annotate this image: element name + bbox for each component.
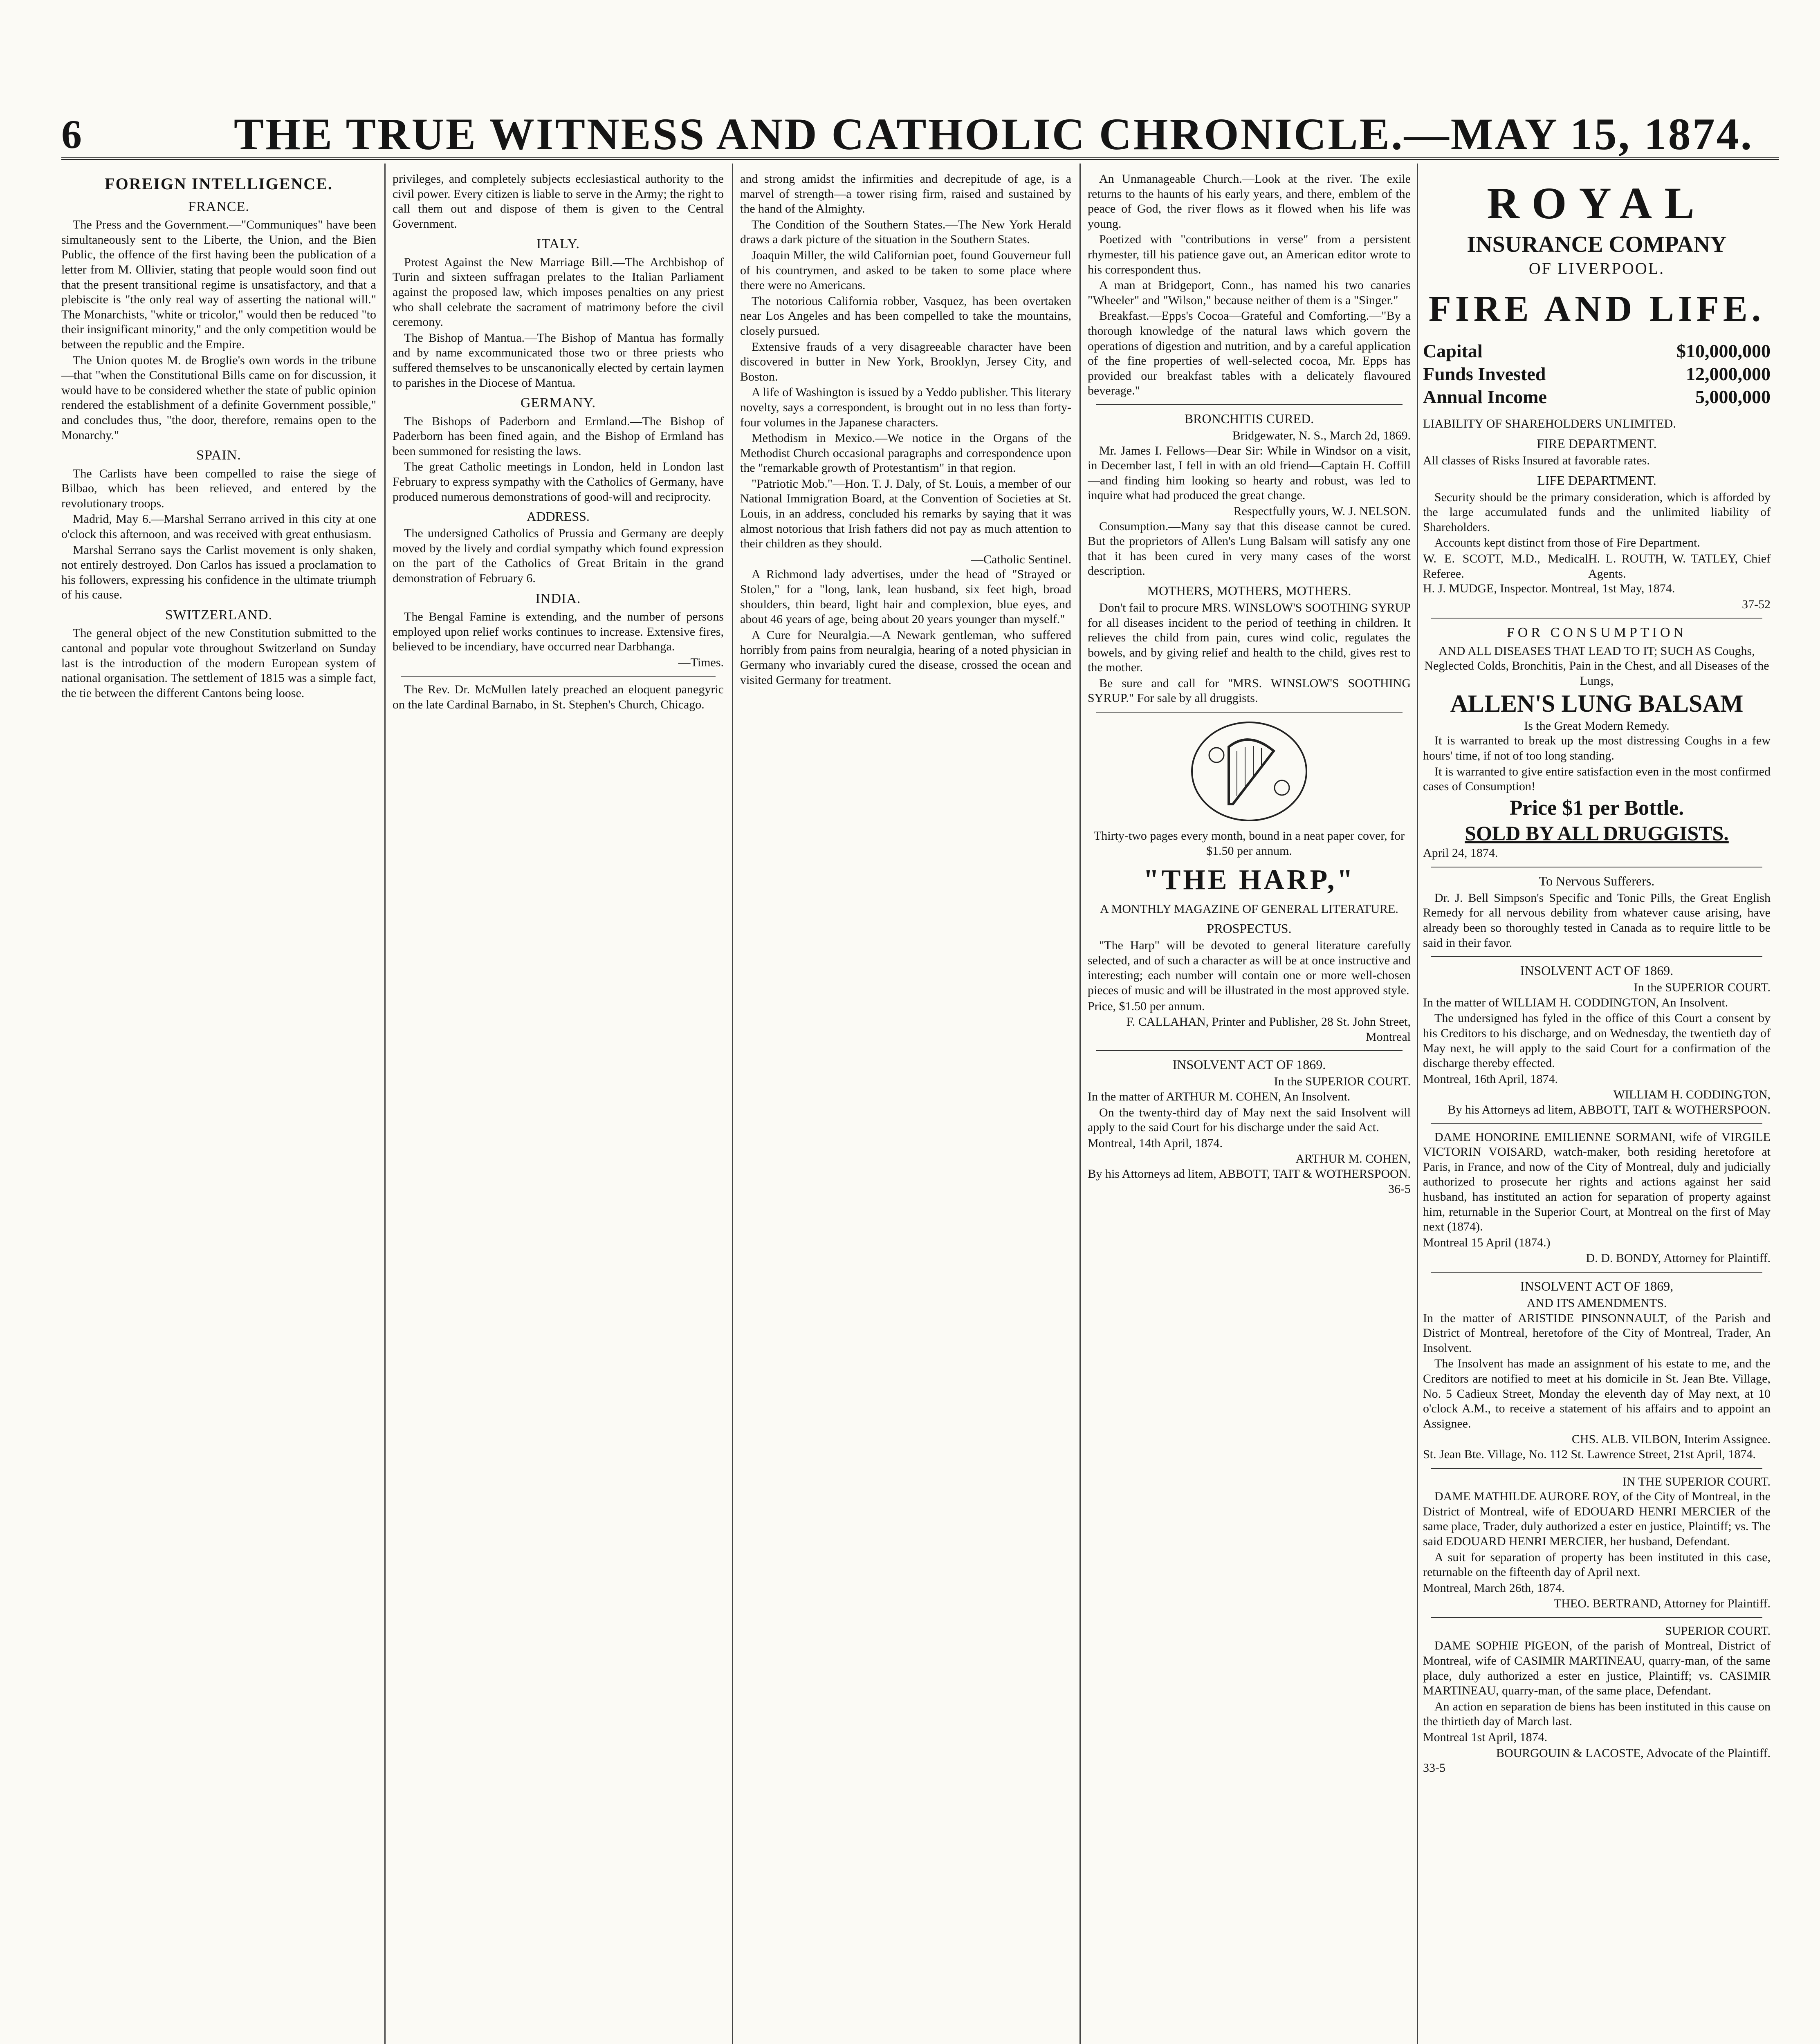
- column-rule: [384, 164, 386, 2044]
- insolvent-heading: INSOLVENT ACT OF 1869.: [1172, 1057, 1326, 1072]
- article-paragraph: A Richmond lady advertises, under the head of "Strayed or Stolen," for a "long, lank, lean husband, six feet high, broad shoulders, thin beard, light hair and complexion, blue eyes, and about 46 years of age, being about 20 years younger than myself.": [740, 567, 1071, 626]
- divider: [1431, 1272, 1762, 1273]
- divider: [1431, 956, 1762, 957]
- court-name: In the SUPERIOR COURT.: [1634, 981, 1771, 995]
- capital-label: Capital: [1423, 341, 1483, 362]
- capital-value: $10,000,000: [1676, 341, 1771, 362]
- divider: [1431, 618, 1762, 619]
- article-paragraph: It is warranted to break up the most distressing Coughs in a few hours' time, if not of too long standing.: [1423, 734, 1771, 763]
- fire-and-life: FIRE AND LIFE.: [1428, 289, 1765, 329]
- insurance-heading: INSURANCE COMPANY: [1467, 232, 1727, 258]
- article-paragraph: The great Catholic meetings in London, held in London last February to express sympathy with the Catholics of Germany, have produced numerous demonstrations of good-will and reciprocity.: [393, 460, 724, 504]
- article-paragraph: The Bishop of Mantua.—The Bishop of Mantua has formally and by name excommunicated those two or three priests who suffered themselves to be unscanonically elected by certain laymen to parishes in the Diocese of Mantua.: [393, 331, 724, 390]
- india-heading: INDIA.: [535, 591, 581, 606]
- court-name: In the SUPERIOR COURT.: [1274, 1075, 1411, 1089]
- harp-title: "THE HARP,": [1143, 864, 1355, 896]
- column-rule: [1417, 164, 1418, 2044]
- article-paragraph: Extensive frauds of a very disagreeable character have been discovered in butter in New York, Brooklyn, Jersey City, and Boston.: [740, 340, 1071, 383]
- divider: [1431, 1617, 1762, 1618]
- article-paragraph: An action en separation de biens has been instituted in this cause on the thirtieth day of March last.: [1423, 1699, 1771, 1728]
- harp-tagline: Thirty-two pages every month, bound in a neat paper cover, for $1.50 per annum.: [1093, 829, 1405, 858]
- article-paragraph: The notorious California robber, Vasquez, has been overtaken near Los Angeles and has been compelled to take the mountains, closely pursued.: [740, 294, 1071, 338]
- article-paragraph: Madrid, May 6.—Marshal Serrano arrived in this city at one o'clock this afternoon, and was received with great enthusiasm.: [61, 512, 376, 541]
- article-paragraph: The Insolvent has made an assignment of his estate to me, and the Creditors are notified to meet at his domicile in St. Jean Bte. Village, No. 5 Cadieux Street, Monday the eleventh day of May next, at 10 o'clock A.M., to receive a statement of his affairs and to appoint an Assignee.: [1423, 1357, 1771, 1430]
- sold-line: SOLD BY ALL DRUGGISTS.: [1465, 822, 1729, 845]
- column-rule: [732, 164, 733, 2044]
- address-heading: ADDRESS.: [527, 509, 590, 524]
- column-three: [740, 172, 1071, 2044]
- royal-heading: ROYAL: [1487, 178, 1707, 228]
- allens-lung-balsam: ALLEN'S LUNG BALSAM: [1450, 690, 1744, 717]
- funds-label: Funds Invested: [1423, 363, 1546, 385]
- article-paragraph: Poetized with "contributions in verse" from a persistent rhymester, till his patience gave out, an American editor wrote to his correspondent thus.: [1088, 233, 1411, 276]
- source-credit: —Times.: [678, 655, 724, 669]
- source-credit: —Catholic Sentinel.: [971, 552, 1071, 566]
- article-paragraph: privileges, and completely subjects ecclesiastical authority to the civil power. Every citizen is liable to serve in the Army; the right to call them out and dispose of them is given to the Central Government.: [393, 172, 724, 231]
- dateline: April 24, 1874.: [1423, 846, 1498, 860]
- article-paragraph: The Condition of the Southern States.—The New York Herald draws a dark picture of the situation in the Southern States.: [740, 217, 1071, 247]
- article-paragraph: All classes of Risks Insured at favorable rates.: [1423, 454, 1650, 468]
- inspector-line: H. J. MUDGE, Inspector. Montreal, 1st May, 1874.: [1423, 582, 1675, 596]
- column-rule: [1079, 164, 1081, 2044]
- reference-number: 33-5: [1423, 1761, 1445, 1775]
- court-name: IN THE SUPERIOR COURT.: [1622, 1475, 1771, 1488]
- funds-row: [1423, 363, 1771, 385]
- divider: [1096, 404, 1403, 405]
- article-paragraph: Security should be the primary consideration, which is afforded by the large accumulated funds and the unlimited liability of Shareholders.: [1423, 490, 1771, 534]
- dateline: Montreal, 14th April, 1874.: [1088, 1136, 1223, 1150]
- article-paragraph: Consumption.—Many say that this disease cannot be cured. But the proprietors of Allen's Lung Balsam will satisfy any one that it has been cured in very many cases of the worst description.: [1088, 519, 1411, 578]
- attorneys: By his Attorneys ad litem, ABBOTT, TAIT & WOTHERSPOON.: [1447, 1103, 1771, 1117]
- article-paragraph: A Cure for Neuralgia.—A Newark gentleman, who suffered horribly from pains from neuralgia, hearing of a noted physician in Germany who invariably cured the disease, crossed the ocean and visited Germany for treatment.: [740, 628, 1071, 687]
- medical-referee: W. E. SCOTT, M.D., Medical Referee.: [1423, 552, 1589, 580]
- article-paragraph: Mr. James I. Fellows—Dear Sir: While in Windsor on a visit, in December last, I fell in with an old friend—Captain H. Coffill—and finding him looking so hearty and robust, was led to inquire what had produced the great change.: [1088, 444, 1411, 502]
- capital-row: [1423, 340, 1771, 363]
- article-paragraph: The Bengal Famine is extending, and the number of persons employed upon relief works continues to increase. Extensive fires, believed to be incendiary, have occurred near Darbhanga.: [393, 610, 724, 654]
- article-paragraph: A life of Washington is issued by a Yeddo publisher. This literary novelty, says a correspondent, is brought out in no less than forty-four volumes in the Japanese characters.: [740, 385, 1071, 429]
- masthead: [61, 108, 1779, 160]
- court-name: SUPERIOR COURT.: [1665, 1624, 1771, 1638]
- allens-sub: Is the Great Modern Remedy.: [1524, 719, 1670, 733]
- reference-number: 37-52: [1742, 597, 1771, 611]
- divider: [1431, 1468, 1762, 1469]
- article-paragraph: Joaquin Miller, the wild Californian poet, found Gouverneur full of his countrymen, and asked to be taken to some place where there were no Americans.: [740, 248, 1071, 292]
- article-paragraph: and strong amidst the infirmities and decrepitude of age, is a marvel of strength—a tower rising firm, raised and sustained by the hand of the Almighty.: [740, 172, 1071, 216]
- divider: [401, 676, 716, 677]
- article-paragraph: An Unmanageable Church.—Look at the river. The exile returns to the haunts of his early years, and there, emblem of the peace of God, the river flows as it flowed when his life was young.: [1088, 172, 1411, 231]
- article-paragraph: A suit for separation of property has been instituted in this case, returnable on the fifteenth day of April next.: [1423, 1550, 1771, 1579]
- mothers-heading: MOTHERS, MOTHERS, MOTHERS.: [1147, 583, 1351, 598]
- page-title: THE TRUE WITNESS AND CATHOLIC CHRONICLE.—MAY 15, 1874.: [233, 109, 1754, 159]
- signature: THEO. BERTRAND, Attorney for Plaintiff.: [1553, 1597, 1771, 1611]
- article-paragraph: Be sure and call for "MRS. WINSLOW'S SOOTHING SYRUP." For sale by all druggists.: [1088, 676, 1411, 705]
- article-paragraph: The Union quotes M. de Broglie's own words in the tribune—that "when the Constitutional Bills came on for discussion, it would have to be considered whether the state of public opinion rendered the establishment of a definite Government possible," and concludes thus, "the door, therefore, remains open to the Monarchy.": [61, 353, 376, 442]
- harp-icon: [1188, 718, 1311, 825]
- article-paragraph: "The Harp" will be devoted to general literature carefully selected, and of such a character as will be at once instructive and interesting; each number will contain one or more well-chosen pieces of music and will be illustrated in the most approved style.: [1088, 939, 1411, 997]
- article-paragraph: Don't fail to procure MRS. WINSLOW'S SOOTHING SYRUP for all diseases incident to the period of teething in children. It relieves the child from pain, cures wind colic, regulates the bowels, and by giving relief and health to the child, gives rest to the mother.: [1088, 601, 1411, 675]
- liability-line: LIABILITY OF SHAREHOLDERS UNLIMITED.: [1423, 417, 1676, 431]
- article-paragraph: A man at Bridgeport, Conn., has named his two canaries "Wheeler" and "Wilson," because neither of them is a "Singer.": [1088, 278, 1411, 307]
- article-paragraph: "Patriotic Mob."—Hon. T. J. Daly, of St. Louis, a member of our National Immigration Board, at the Convention of Societies at St. Louis, in an address, concluded his remarks by saying that it was almost notorious that Irish fathers did not pay as much attention to their children as they should.: [740, 477, 1071, 551]
- fire-dept-heading: FIRE DEPARTMENT.: [1537, 436, 1657, 451]
- signature: WILLIAM H. CODDINGTON,: [1613, 1088, 1771, 1102]
- agents-row: [1423, 551, 1771, 581]
- divider: [1096, 1050, 1403, 1051]
- signature: CHS. ALB. VILBON, Interim Assignee.: [1571, 1432, 1771, 1446]
- article-paragraph: The undersigned has fyled in the office of this Court a consent by his Creditors to his discharge, and on Wednesday, the twentieth day of May next, he will apply to the said Court for a confirmation of the discharge thereby effected.: [1423, 1011, 1771, 1070]
- dateline: Montreal, March 26th, 1874.: [1423, 1581, 1565, 1595]
- section-heading: FOREIGN INTELLIGENCE.: [105, 175, 333, 193]
- article-paragraph: The general object of the new Constitution submitted to the cantonal and popular vote throughout Switzerland on Sunday last is the introduction of the modern European system of national organisation. The settlement of 1815 was a simple fact, the tie between the different Cantons being loose.: [61, 626, 376, 700]
- france-heading: FRANCE.: [188, 199, 249, 214]
- attorneys: By his Attorneys ad litem, ABBOTT, TAIT & WOTHERSPOON.: [1088, 1167, 1411, 1181]
- dateline: Montreal, 16th April, 1874.: [1423, 1072, 1558, 1086]
- article-paragraph: DAME HONORINE EMILIENNE SORMANI, wife of VIRGILE VICTORIN VOISARD, watch-maker, both residing heretofore at Paris, in France, and now of the City of Montreal, duly and judicially authorized to prosecute her rights and actions against her said husband, has instituted an action for separation of property against him, returnable in the Superior Court, at Montreal on the first of May next (1874).: [1423, 1130, 1771, 1234]
- article-paragraph: On the twenty-third day of May next the said Insolvent will apply to the said Court for his discharge under the said Act.: [1088, 1105, 1411, 1134]
- article-paragraph: Methodism in Mexico.—We notice in the Organs of the Methodist Church occasional paragraphs and correspondence upon the "remarkable growth of Protestantism" in that region.: [740, 431, 1071, 475]
- divider: [1431, 1123, 1762, 1124]
- nervous-heading: To Nervous Sufferers.: [1539, 873, 1655, 888]
- article-paragraph: The Rev. Dr. McMullen lately preached an eloquent panegyric on the late Cardinal Barnabo, in St. Stephen's Church, Chicago.: [393, 683, 724, 712]
- article-paragraph: The undersigned Catholics of Prussia and Germany are deeply moved by the lively and cordial sympathy which found expression on the part of the Catholics of Great Britain in the grand demonstration of February 6.: [393, 527, 724, 585]
- insolvent-sub: AND ITS AMENDMENTS.: [1526, 1296, 1667, 1310]
- italy-heading: ITALY.: [536, 236, 580, 252]
- of-liverpool: OF LIVERPOOL.: [1528, 259, 1665, 278]
- income-label: Annual Income: [1423, 386, 1547, 408]
- funds-value: 12,000,000: [1686, 363, 1771, 385]
- signature: Respectfully yours, W. J. NELSON.: [1233, 504, 1411, 518]
- column-foreign-intelligence: [61, 172, 376, 2044]
- article-paragraph: DAME SOPHIE PIGEON, of the parish of Montreal, District of Montreal, wife of CASIMIR MARTINEAU, quarry-man, of the same place, duly authorized a ester en justice, Plaintiff; vs. CASIMIR MARTINEAU, quarry-man, of the same place, Defendant.: [1423, 1639, 1771, 1698]
- switzerland-heading: SWITZERLAND.: [165, 607, 273, 623]
- insolvent-heading: INSOLVENT ACT OF 1869.: [1520, 963, 1674, 978]
- article-paragraph: It is warranted to give entire satisfaction even in the most confirmed cases of Consumption!: [1423, 764, 1771, 793]
- life-dept-heading: LIFE DEPARTMENT.: [1537, 473, 1656, 488]
- income-row: [1423, 385, 1771, 408]
- dateline: Montreal 15 April (1874.): [1423, 1235, 1551, 1249]
- article-paragraph: The Press and the Government.—"Communiques" have been simultaneously sent to the Liberte, the Union, and the Bien Public, the offence of the first having been the publication of a letter from M. Ollivier, stating that people would soon find out that the present transitional regime is unsatisfactory, and that a plebiscite is "the only real way of asserting the national will." The Monarchists, "white or tricolor," would then be reduced "to their insignificant minority," and the only competition would be between the republic and the Empire.: [61, 218, 376, 352]
- article-paragraph: The Bishops of Paderborn and Ermland.—The Bishop of Paderborn has been fined again, and the Bishop of Ermland has been summoned for resisting the laws.: [393, 414, 724, 458]
- dateline: Montreal 1st April, 1874.: [1423, 1730, 1548, 1744]
- germany-heading: GERMANY.: [520, 395, 596, 411]
- spain-heading: SPAIN.: [196, 448, 241, 463]
- insolvent-heading: INSOLVENT ACT OF 1869,: [1520, 1278, 1674, 1293]
- article-paragraph: Accounts kept distinct from those of Fire Department.: [1434, 536, 1700, 550]
- divider: [1096, 712, 1403, 713]
- price-line: Price $1 per Bottle.: [1509, 796, 1684, 820]
- signature: ARTHUR M. COHEN,: [1295, 1152, 1411, 1166]
- income-value: 5,000,000: [1695, 386, 1771, 408]
- consumption-heading: FOR CONSUMPTION: [1506, 625, 1687, 641]
- dateline: Bridgewater, N. S., March 2d, 1869.: [1232, 428, 1411, 442]
- insolvent-matter: In the matter of ARTHUR M. COHEN, An Insolvent.: [1088, 1090, 1351, 1104]
- article-paragraph: DAME MATHILDE AURORE ROY, of the City of Montreal, in the District of Montreal, wife of EDOUARD HENRI MERCIER of the same place, Trader, duly authorized a ester en justice, Plaintiff; vs. The said EDOUARD HENRI MERCIER, her husband, Defendant.: [1423, 1490, 1771, 1548]
- bronchitis-heading: BRONCHITIS CURED.: [1184, 411, 1314, 426]
- dateline: St. Jean Bte. Village, No. 112 St. Lawrence Street, 21st April, 1874.: [1423, 1447, 1756, 1461]
- column-four: [1088, 172, 1411, 2044]
- chief-agents: H. L. ROUTH, W. TATLEY, Chief Agents.: [1588, 552, 1771, 580]
- article-paragraph: Marshal Serrano says the Carlist movement is only shaken, not entirely destroyed. Don Carlos has issued a proclamation to his followers, expressing his confidence in the ultimate triumph of his cause.: [61, 543, 376, 602]
- signature: D. D. BONDY, Attorney for Plaintiff.: [1586, 1251, 1771, 1265]
- article-paragraph: The Carlists have been compelled to raise the siege of Bilbao, which has been relieved, and entered by the revolutionary troops.: [61, 466, 376, 510]
- insolvent-matter: In the matter of ARISTIDE PINSONNAULT, of the Parish and District of Montreal, heretofore of the City of Montreal, Trader, An Insolvent.: [1423, 1311, 1771, 1355]
- article-paragraph: Breakfast.—Epps's Cocoa—Grateful and Comforting.—"By a thorough knowledge of the natural laws which govern the operations of digestion and nutrition, and by a careful application of the fine properties of well-selected cocoa, Mr. Epps has provided our breakfast tables with a delicately flavoured beverage.": [1088, 309, 1411, 398]
- column-two: [393, 172, 724, 2044]
- article-paragraph: Dr. J. Bell Simpson's Specific and Tonic Pills, the Great English Remedy for all nervous debility from whatever cause arising, have already been so thoroughly tested in Canada as to require little to be said in their favor.: [1423, 891, 1771, 950]
- harp-price: Price, $1.50 per annum.: [1088, 999, 1205, 1013]
- publisher: F. CALLAHAN, Printer and Publisher, 28 St. John Street, Montreal: [1126, 1015, 1411, 1044]
- article-paragraph: Protest Against the New Marriage Bill.—The Archbishop of Turin and sixteen suffragan prelates to the Italian Parliament against the proposed law, which imposes penalties on any priest who shall celebrate the sacrament of matrimony before the civil ceremony.: [393, 255, 724, 329]
- consumption-sub: AND ALL DISEASES THAT LEAD TO IT; SUCH AS Coughs, Neglected Colds, Bronchitis, Pain in the Chest, and all Diseases of the Lungs,: [1424, 644, 1769, 688]
- insolvent-matter: In the matter of WILLIAM H. CODDINGTON, An Insolvent.: [1423, 995, 1728, 1009]
- signature: BOURGOUIN & LACOSTE, Advocate of the Plaintiff.: [1496, 1746, 1771, 1760]
- harp-subtitle: A MONTHLY MAGAZINE OF GENERAL LITERATURE.: [1100, 902, 1398, 916]
- page-number: 6: [61, 112, 82, 157]
- prospectus-heading: PROSPECTUS.: [1207, 921, 1292, 936]
- column-advertisements: [1423, 172, 1771, 2044]
- reference-number: 36-5: [1388, 1182, 1411, 1196]
